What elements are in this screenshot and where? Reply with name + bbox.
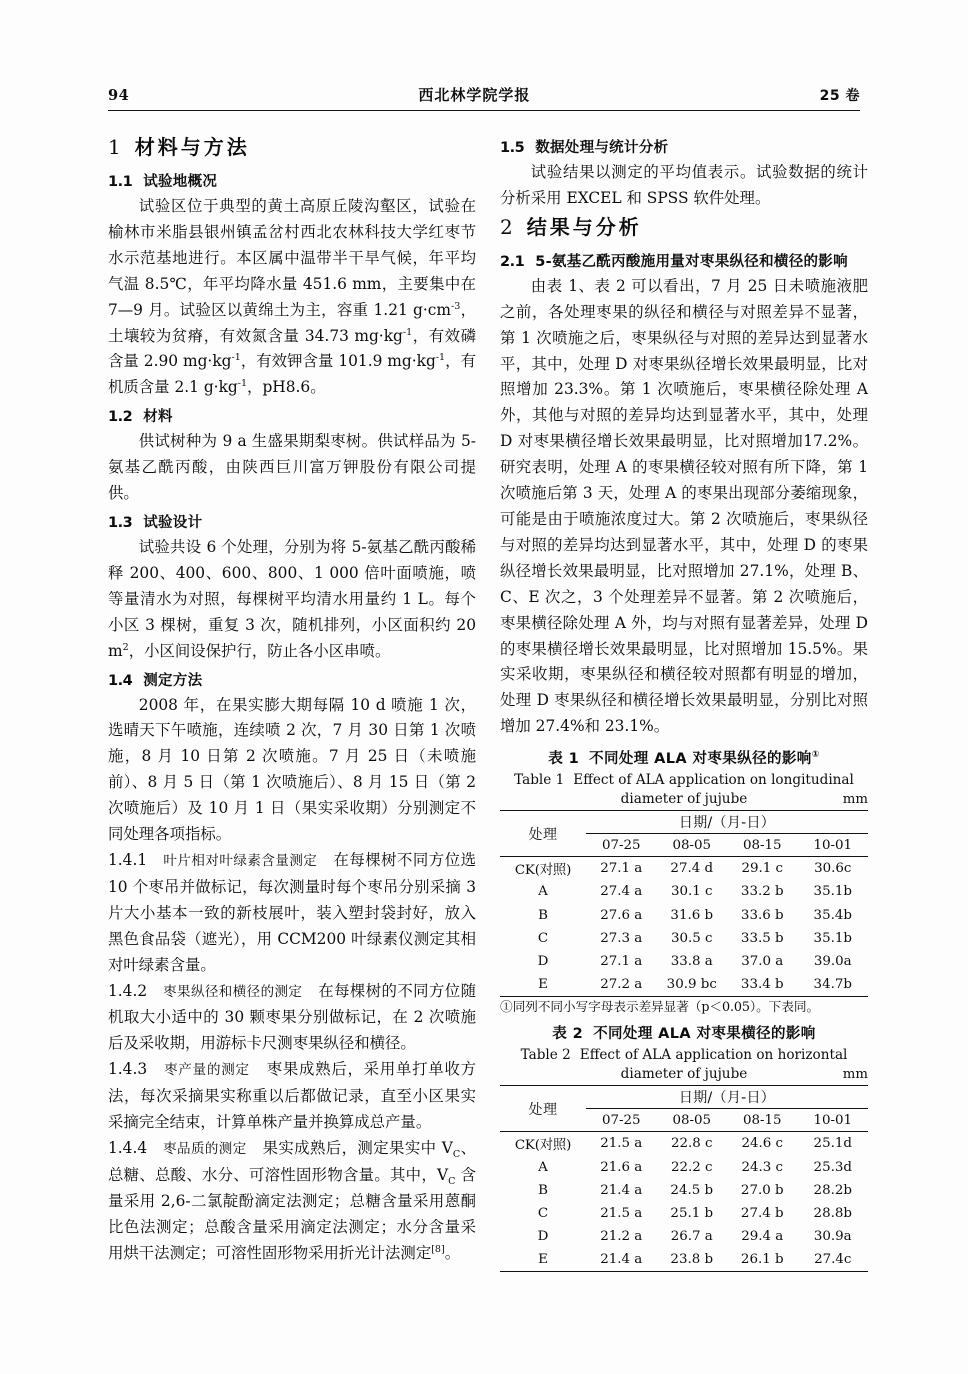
section-heading-2 <box>500 214 868 240</box>
table-row <box>500 880 868 903</box>
column-header-date-3: 10-01 <box>813 837 853 853</box>
cell-value: 33.4 b <box>727 973 798 997</box>
table-1-caption-cn <box>500 747 868 768</box>
table-header-span-row <box>500 1086 868 1109</box>
subsection-title: 测定方法 <box>143 672 203 689</box>
subsection-heading-1-3 <box>108 513 476 534</box>
cell-value: 33.5 b <box>740 930 784 946</box>
cell-value: 21.6 a <box>600 1159 643 1175</box>
table-row <box>500 1155 868 1178</box>
cell-value: 27.4c <box>798 1248 869 1272</box>
row-label: D <box>537 1229 549 1245</box>
table-row <box>500 927 868 950</box>
cell-value: 27.4 d <box>657 857 728 881</box>
table-1-block <box>500 747 868 1015</box>
superscript: 2 <box>122 641 129 653</box>
cell-value: 33.8 a <box>670 954 713 969</box>
subsection-number: 1.4.3 <box>108 1060 148 1079</box>
cell-value: 30.1 c <box>670 884 713 900</box>
cell-value: 27.2 a <box>586 973 657 997</box>
caption-text-en: Effect of ALA application on horizontal <box>579 1047 848 1064</box>
runin-heading: 枣产量的测定 <box>164 1062 250 1079</box>
text-run: ，有机质含量 2.1 g·kg <box>108 352 476 397</box>
cell-value: 23.8 b <box>657 1248 728 1272</box>
table-row <box>500 950 868 973</box>
row-label: CK(对照) <box>500 1132 586 1156</box>
table-number: 表 1 <box>548 751 580 768</box>
text-run: 枣果成熟后，采用单打单收方法，每次采摘果实称重以后都做记录，直至小区果实采摘完全结束，计算单株产量并换算成总产量。 <box>108 1060 476 1132</box>
column-header-treatment: 处理 <box>500 1086 586 1132</box>
superscript: -1 <box>402 326 413 338</box>
table-row <box>500 973 868 997</box>
column-header-date-3: 10-01 <box>813 1112 853 1128</box>
cell-value: 33.2 b <box>740 884 784 900</box>
cell-value: 35.4b <box>813 907 852 923</box>
section-number: 2 <box>500 214 513 239</box>
paragraph-1-5: 试验结果以测定的平均值表示。试验数据的统计分析采用 EXCEL 和 SPSS 软件处理。 <box>500 163 868 207</box>
subsection-title: 材料 <box>143 409 173 426</box>
paragraph-1-4-1 <box>108 848 476 979</box>
table-row <box>500 1248 868 1272</box>
column-header-date-2: 08-15 <box>742 837 782 853</box>
table-row <box>500 1202 868 1225</box>
subsection-number: 1.4 <box>108 672 133 689</box>
cell-value: 28.2b <box>813 1182 852 1198</box>
paragraph-1-4-4 <box>108 1136 476 1267</box>
row-label: A <box>538 1159 548 1175</box>
row-label: E <box>500 1248 586 1272</box>
table-row <box>500 1132 868 1156</box>
cell-value: 24.3 c <box>741 1159 784 1175</box>
cell-value: 29.4 a <box>741 1229 784 1245</box>
superscript: -1 <box>237 378 248 390</box>
row-label: CK(对照) <box>500 857 586 881</box>
row-label: B <box>538 1182 548 1198</box>
table-row <box>500 857 868 881</box>
cell-value: 29.1 c <box>727 857 798 881</box>
cell-value: 27.1 a <box>600 954 643 969</box>
subsection-title: 试验地概况 <box>143 174 218 190</box>
right-column <box>500 132 868 1272</box>
cell-value: 30.9 bc <box>657 973 728 997</box>
table-1-caption-en-line2 <box>500 790 868 809</box>
cell-value: 34.7b <box>798 973 869 997</box>
section-title: 材料与方法 <box>134 135 250 159</box>
table-1-caption-en-line1 <box>500 771 868 790</box>
column-header-date-1: 08-05 <box>672 1112 712 1128</box>
subsection-title: 数据处理与统计分析 <box>535 140 669 156</box>
unit-label: mm <box>842 792 868 808</box>
table-row <box>500 1225 868 1248</box>
journal-title: 西北林学院学报 <box>418 86 531 104</box>
subsection-number: 1.3 <box>108 515 133 531</box>
cell-value: 39.0a <box>813 954 852 969</box>
subsection-number: 1.4.2 <box>108 981 148 1000</box>
subsection-heading-1-5 <box>500 138 868 159</box>
subsection-number: 1.1 <box>108 174 133 190</box>
table-number: 表 2 <box>552 1026 584 1043</box>
unit-label: mm <box>842 1067 868 1083</box>
cell-value: 26.7 a <box>670 1229 713 1245</box>
header-rule <box>108 110 860 111</box>
paragraph-1-4-2 <box>108 979 476 1058</box>
cell-value: 24.5 b <box>670 1182 714 1198</box>
subscript: C <box>452 1149 461 1161</box>
paragraph-1-1 <box>108 194 476 401</box>
cell-value: 30.6c <box>798 857 869 881</box>
cell-value: 35.1b <box>813 930 852 946</box>
cell-value: 21.4 a <box>600 1182 643 1198</box>
cell-value: 27.3 a <box>600 930 643 946</box>
text-run: 。 <box>444 1243 461 1262</box>
table-1 <box>500 810 868 997</box>
cell-value: 27.4 a <box>600 884 643 900</box>
cell-value: 27.6 a <box>600 907 643 923</box>
row-label: C <box>537 930 549 946</box>
section-heading-1 <box>108 134 476 160</box>
cell-value: 21.4 a <box>586 1248 657 1272</box>
reference-marker: [8] <box>431 1243 445 1255</box>
runin-heading: 枣品质的测定 <box>163 1140 247 1157</box>
table-row <box>500 904 868 927</box>
text-run: ，小区间设保护行，防止各小区串喷。 <box>128 641 391 660</box>
column-header-date-span: 日期/（月-日） <box>586 1086 868 1109</box>
subsection-heading-2-1 <box>500 252 868 273</box>
row-label: E <box>500 973 586 997</box>
cell-value: 27.0 b <box>740 1182 784 1198</box>
subsection-number: 1.4.1 <box>108 851 148 869</box>
paragraph-1-4: 2008 年，在果实膨大期每隔 10 d 喷施 1 次，选晴天下午喷施，连续喷 2 次，7 月 30 日第 1 次喷施，8 月 10 日第 2 次喷施。7 月 25 日（未喷施前）、8 月 5 日（第 1 次喷施后）、8 月 15 日（第 2 次喷施后）及 10 月 1 日（果实采收期）分别测定不同处理各项指标。 <box>108 695 476 844</box>
table-number-en: Table 1 <box>514 772 565 789</box>
superscript: -1 <box>231 352 241 364</box>
row-label: A <box>538 884 548 900</box>
cell-value: 21.5 a <box>586 1132 657 1156</box>
cell-value: 33.6 b <box>740 907 784 923</box>
footnote-marker: ① <box>811 750 820 761</box>
cell-value: 30.5 c <box>670 930 713 946</box>
subscript: C <box>448 1175 456 1187</box>
caption-text: 不同处理 ALA 对枣果横径的影响 <box>593 1026 816 1043</box>
caption-text: 不同处理 ALA 对枣果纵径的影响 <box>589 751 812 768</box>
cell-value: 35.1b <box>813 884 852 900</box>
column-header-date-0: 07-25 <box>601 837 641 853</box>
paragraph-2-1: 由表 1、表 2 可以看出，7 月 25 日未喷施液肥之前，各处理枣果的纵径和横径与对照差异不显著，第 1 次喷施之后，枣果纵径与对照的差异达到显著水平，其中，处理 D 对枣果纵径增长效果最明显，比对照增加 23.3%。第 1 次喷施后，枣果横径除处理 A 外，其他与对照的差异均达到显著水平，其中，处理 D 对枣果横径增长效果最明显，比对照增加17.2%。研究表明，处理 A 的枣果横径较对照有所下降，第 1 次喷施后第 3 天，处理 A 的枣果出现部分萎缩现象，可能是由于喷施浓度过大。第 2 次喷施后，枣果纵径与对照的差异均达到显著水平，其中，处理 D 的枣果纵径增长效果最明显，比对照增加 27.1%，处理 B、C、E 次之，3 个处理差异不显著。第 2 次喷施后，枣果横径除处理 A 外，均与对照有显著差异，处理 D 的枣果横径增长效果最明显，比对照增加 15.5%。果实采收期，枣果纵径和横径较对照都有明显的增加，处理 D 枣果纵径和横径增长效果最明显，分别比对照增加 27.4%和 23.1%。 <box>500 276 868 736</box>
section-title: 结果与分析 <box>526 214 642 239</box>
paragraph-1-2: 供试树种为 9 a 生盛果期梨枣树。供试样品为 5-氨基乙酰丙酸，由陕西巨川富万钾股份有限公司提供。 <box>108 432 476 503</box>
cell-value: 31.6 b <box>670 907 714 923</box>
caption-text-en: diameter of jujube <box>620 791 748 808</box>
subsection-heading-1-4 <box>108 671 476 692</box>
subsection-heading-1-2 <box>108 407 476 428</box>
table-2-caption-en-line2 <box>500 1065 868 1084</box>
paragraph-1-4-3 <box>108 1057 476 1136</box>
cell-value: 25.1d <box>798 1132 869 1156</box>
cell-value: 28.8b <box>813 1205 852 1221</box>
table-2-caption-en-line1 <box>500 1046 868 1065</box>
cell-value: 24.6 c <box>727 1132 798 1156</box>
row-label: C <box>537 1205 549 1221</box>
text-run: ，土壤较为贫瘠，有效氮含量 34.73 mg·kg <box>108 300 476 345</box>
table-2-block <box>500 1022 868 1272</box>
column-header-date-1: 08-05 <box>672 837 712 853</box>
subsection-number: 1.4.4 <box>108 1138 148 1157</box>
table-2-caption-cn <box>500 1022 868 1043</box>
cell-value: 25.3d <box>813 1159 852 1175</box>
column-header-date-0: 07-25 <box>601 1112 641 1128</box>
superscript: -3 <box>450 300 461 312</box>
table-number-en: Table 2 <box>520 1047 571 1064</box>
cell-value: 21.5 a <box>600 1205 643 1221</box>
left-column <box>108 132 476 1267</box>
volume-label: 25 卷 <box>819 88 860 104</box>
cell-value: 30.9a <box>813 1229 852 1245</box>
paragraph-1-3 <box>108 535 476 665</box>
subsection-number: 1.2 <box>108 409 133 426</box>
column-header-treatment: 处理 <box>500 811 586 857</box>
row-label: B <box>538 907 548 923</box>
cell-value: 26.1 b <box>727 1248 798 1272</box>
text-run: 试验共设 6 个处理，分别为将 5-氨基乙酰丙酸稀释 200、400、600、800、1 000 倍叶面喷施，喷等量清水为对照，每棵树平均清水用量约 1 L。每个小区 3 棵树，重复 3 次，随机排列，小区面积约 20 m <box>108 538 476 660</box>
cell-value: 25.1 b <box>670 1205 714 1221</box>
table-header-span-row <box>500 811 868 834</box>
text-run: 在每棵树的不同方位随机取大小适中的 30 颗枣果分别做标记，在 2 次喷施后及采收期，用游标卡尺测枣果纵径和横径。 <box>108 981 476 1053</box>
caption-text-en: diameter of jujube <box>620 1066 748 1083</box>
page-number: 94 <box>108 87 130 104</box>
runin-heading: 叶片相对叶绿素含量测定 <box>163 853 318 869</box>
section-number: 1 <box>108 135 121 159</box>
cell-value: 22.2 c <box>670 1159 713 1175</box>
cell-value: 21.2 a <box>600 1229 643 1245</box>
column-header-date-2: 08-15 <box>742 1112 782 1128</box>
cell-value: 22.8 c <box>657 1132 728 1156</box>
subsection-title: 5-氨基乙酰丙酸施用量对枣果纵径和横径的影响 <box>535 253 848 270</box>
text-run: 含量采用 2,6-二氯靛酚滴定法测定；总糖含量采用蒽酮比色法测定；总酸含量采用滴定法测定；水分含量采用烘干法测定；可溶性固形物采用折光计法测定 <box>108 1165 476 1262</box>
text-run: ，有效钾含量 101.9 mg·kg <box>240 352 436 371</box>
table-1-footnote: ①同列不同小写字母表示差异显著（p＜0.05）。下表同。 <box>500 999 820 1015</box>
subsection-number: 1.5 <box>500 140 525 156</box>
cell-value: 27.1 a <box>586 857 657 881</box>
column-header-date-span: 日期/（月-日） <box>586 811 868 834</box>
subsection-number: 2.1 <box>500 253 525 270</box>
subsection-title: 试验设计 <box>143 515 203 531</box>
cell-value: 37.0 a <box>741 954 784 969</box>
running-head <box>108 84 860 105</box>
text-run: 试验区位于典型的黄土高原丘陵沟壑区，试验在榆林市米脂县银州镇孟岔村西北农林科技大学红枣节水示范基地进行。本区属中温带半干旱气候，年平均气温 8.5℃，年平均降水量 451.6 mm，主要集中在 7—9 月。试验区以黄绵土为主，容重 1.21 g·cm <box>108 197 476 319</box>
row-label: D <box>537 954 549 969</box>
text-run: ，pH8.6。 <box>247 378 326 397</box>
table-row <box>500 1179 868 1202</box>
cell-value: 27.4 b <box>740 1205 784 1221</box>
table-2 <box>500 1085 868 1272</box>
text-run: 、总糖、总酸、水分、可溶性固形物含量。其中，V <box>108 1138 476 1184</box>
caption-text-en: Effect of ALA application on longitudinal <box>573 772 854 789</box>
text-run: 在每棵树不同方位选 10 个枣吊并做标记，每次测量时每个枣吊分别采摘 3 片大小基本一致的新枝展叶，装入塑封袋封好，放入黑色食品袋（遮光），用 CCM200 叶绿素仪测定其相对叶绿素含量。 <box>108 851 476 974</box>
subsection-heading-1-1 <box>108 172 476 193</box>
text-run: ，有效磷含量 2.90 mg·kg <box>108 326 476 371</box>
superscript: -1 <box>435 352 446 364</box>
runin-heading: 枣果纵径和横径的测定 <box>163 983 303 1000</box>
text-run: 果实成熟后，测定果实中 V <box>262 1138 453 1157</box>
